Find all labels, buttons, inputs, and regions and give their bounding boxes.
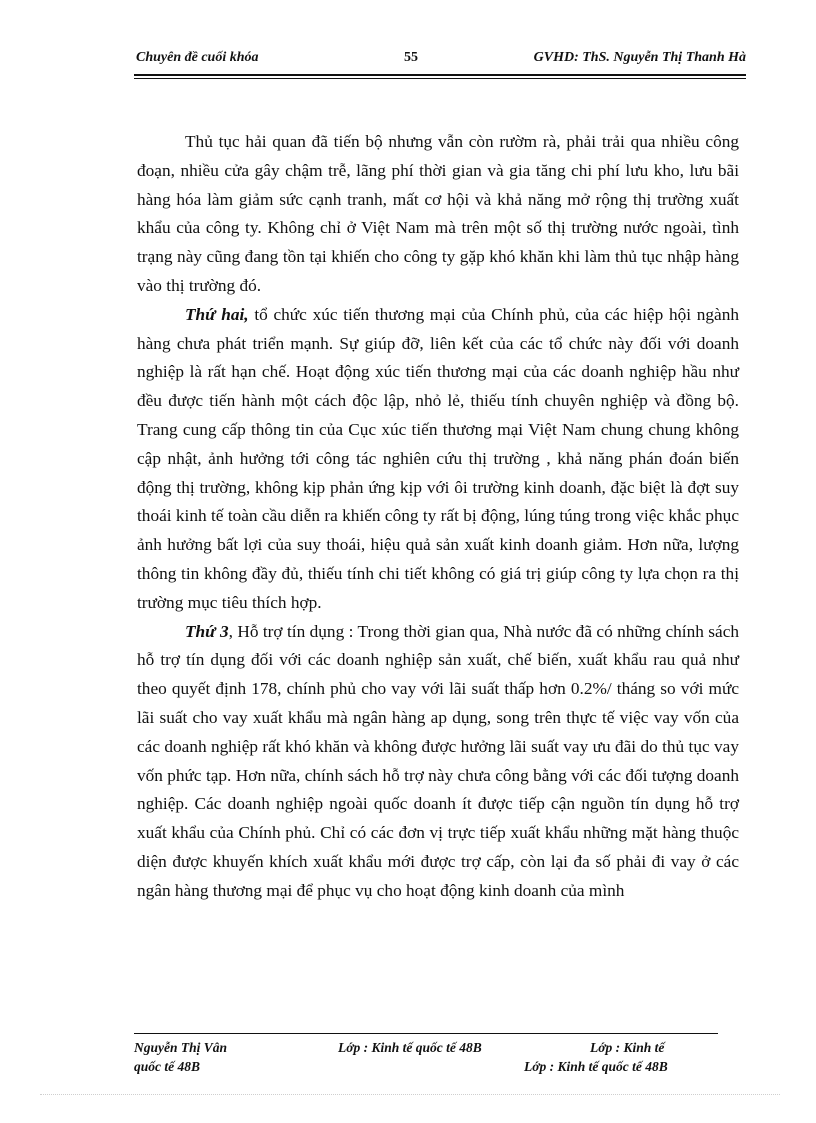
footer-class-continuation: quốc tế 48B (134, 1059, 200, 1074)
footer-class: Lớp : Kinh tế quốc tế 48B (338, 1040, 482, 1055)
paragraph-lead: Thứ 3 (185, 621, 229, 641)
paragraph-3 (137, 618, 739, 906)
document-body (137, 128, 739, 906)
page-footer (134, 1040, 718, 1080)
footer-class-repeat: Lớp : Kinh tế quốc tế 48B (524, 1059, 668, 1074)
paragraph-2 (137, 301, 739, 618)
header-rule-thin (134, 78, 746, 79)
paragraph-1 (137, 128, 739, 301)
paragraph-lead: Thứ hai, (185, 304, 249, 324)
footer-class-tail: Lớp : Kinh tế (590, 1040, 665, 1055)
page-header (134, 48, 746, 72)
header-supervisor: GVHD: ThS. Nguyễn Thị Thanh Hà (533, 50, 746, 65)
page-number: 55 (404, 50, 418, 65)
header-title: Chuyên đề cuối khóa (136, 50, 259, 65)
paragraph-text: , Hỗ trợ tín dụng : Trong thời gian qua, Nhà nước đã có những chính sách hỗ trợ tín dụng đối với các doanh nghiệp sản xuất, chế biến, xuất khẩu rau quả như theo quyết định 178, chính phủ cho vay với lãi suất thấp hơn 0.2%/ tháng so với mức lãi suất cho vay xuất khẩu mà ngân hàng ap dụng, song trên thực tế việc vay vốn của các doanh nghiệp rất khó khăn và không được hưởng lãi suất vay ưu đãi do thủ tục vay vốn phức tạp. Hơn nữa, chính sách hỗ trợ này chưa công bằng với các đối tượng doanh nghiệp. Các doanh nghiệp ngoài quốc doanh ít được tiếp cận nguồn tín dụng hỗ trợ xuất khẩu của Chính phủ. Chỉ có các đơn vị trực tiếp xuất khẩu những mặt hàng thuộc diện được khuyến khích xuất khẩu mới được trợ cấp, còn lại đa số phải đi vay ở các ngân hàng thương mại để phục vụ cho hoạt động kinh doanh của mình (137, 621, 740, 900)
paragraph-text: Thủ tục hải quan đã tiến bộ nhưng vẫn còn rườm rà, phải trải qua nhiều công đoạn, nhiều cửa gây chậm trễ, lãng phí thời gian và gia tăng chi phí lưu kho, lưu bãi hàng hóa làm giảm sức cạnh tranh, mất cơ hội và khả năng mở rộng thị trường xuất khẩu của công ty. Không chỉ ở Việt Nam mà trên một số thị trường nước ngoài, tình trạng này cũng đang tồn tại khiến cho công ty gặp khó khăn khi làm thủ tục nhập hàng vào thị trường đó. (137, 132, 739, 295)
header-rule-thick (134, 74, 746, 76)
paragraph-text: tổ chức xúc tiến thương mại của Chính phủ, của các hiệp hội ngành hàng chưa phát triển mạnh. Sự giúp đỡ, liên kết của các tổ chức này đối với doanh nghiệp là rất hạn chế. Hoạt động xúc tiến thương mại của các doanh nghiệp hầu như đều được tiến hành một cách độc lập, nhỏ lẻ, thiếu tính chuyên nghiệp và đồng bộ. Trang cung cấp thông tin của Cục xúc tiến thương mại Việt Nam chung chung không cập nhật, ảnh hưởng tới công tác nghiên cứu thị trường , khả năng phán đoán biến động thị trường, không kịp phản ứng kịp với ôi trường kinh doanh, đặc biệt là đợt suy thoái kinh tế toàn cầu diễn ra khiến công ty rất bị động, lúng túng trong việc khắc phục ảnh hưởng bất lợi của suy thoái, hiệu quả sản xuất kinh doanh giảm. Hơn nữa, lượng thông tin không đầy đủ, thiếu tính chi tiết không có giá trị giúp công ty lựa chọn ra thị trường mục tiêu thích hợp. (137, 304, 739, 612)
footer-rule (134, 1033, 718, 1034)
bottom-dotted-line (40, 1094, 780, 1095)
footer-author: Nguyễn Thị Vân (134, 1040, 228, 1055)
